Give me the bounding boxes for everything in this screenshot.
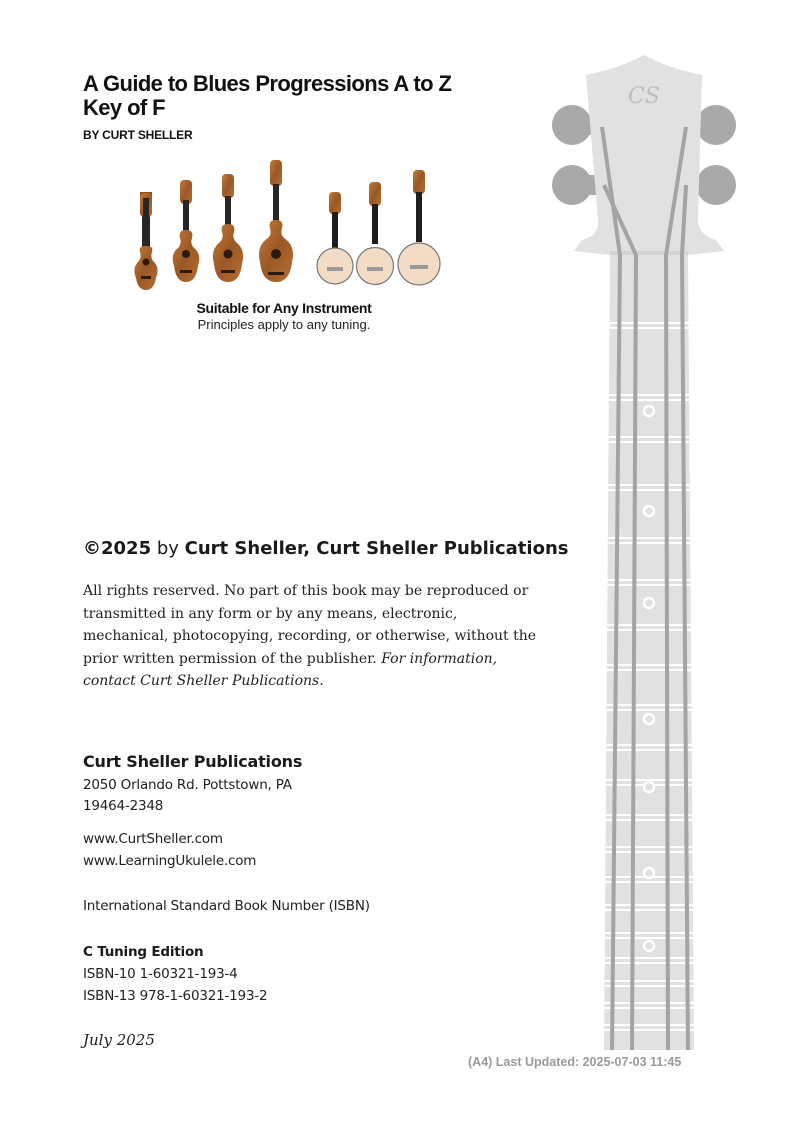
copyright-holder: Curt Sheller, Curt Sheller Publications	[184, 538, 569, 559]
author-byline: BY CURT SHELLER	[83, 128, 193, 142]
rights-contact: For information, contact Curt Sheller Publications.	[83, 650, 498, 689]
ukulele-concert-icon	[173, 180, 200, 282]
title-line-2: Key of F	[83, 95, 165, 120]
ukulele-neck-illustration	[548, 55, 744, 1055]
ukulele-tenor-icon	[213, 174, 243, 282]
title-line-1: A Guide to Blues Progressions A to Z	[83, 71, 452, 96]
copyright-line	[83, 538, 568, 559]
copyright-year: ©2025	[83, 538, 152, 559]
isbn-heading: International Standard Book Number (ISBN)	[83, 898, 370, 914]
book-title	[83, 72, 451, 120]
publisher-address-line2: 19464-2348	[83, 798, 164, 814]
banjo-ukulele-small-icon	[317, 192, 353, 284]
instrument-caption-title: Suitable for Any Instrument	[196, 300, 372, 316]
website-link-curtsheller[interactable]: www.CurtSheller.com	[83, 831, 223, 847]
rights-text: All rights reserved. No part of this book may be reproduced or transmitted in any form or by any means, electronic, mechanical, photocopying, recording, or otherwise, without the prior written permission of the publisher.	[83, 583, 537, 667]
isbn-13: ISBN-13 978-1-60321-193-2	[83, 988, 268, 1004]
copyright-by: by	[156, 538, 179, 559]
ukulele-baritone-icon	[259, 160, 293, 282]
isbn-10: ISBN-10 1-60321-193-4	[83, 966, 238, 982]
edition-label: C Tuning Edition	[83, 944, 204, 960]
rights-paragraph	[83, 580, 543, 693]
banjo-ukulele-large-icon	[398, 170, 440, 285]
instrument-caption-subtitle: Principles apply to any tuning.	[197, 317, 371, 332]
publication-date: July 2025	[83, 1031, 155, 1049]
last-updated-stamp: (A4) Last Updated: 2025-07-03 11:45	[468, 1055, 682, 1069]
website-link-learningukulele[interactable]: www.LearningUkulele.com	[83, 853, 257, 869]
headstock-logo: CS	[628, 84, 660, 109]
instruments-illustration	[126, 158, 446, 298]
publisher-address-line1: 2050 Orlando Rd. Pottstown, PA	[83, 777, 292, 793]
publisher-name: Curt Sheller Publications	[83, 752, 303, 771]
banjo-ukulele-medium-icon	[357, 182, 394, 285]
ukulele-soprano-icon	[134, 192, 157, 290]
